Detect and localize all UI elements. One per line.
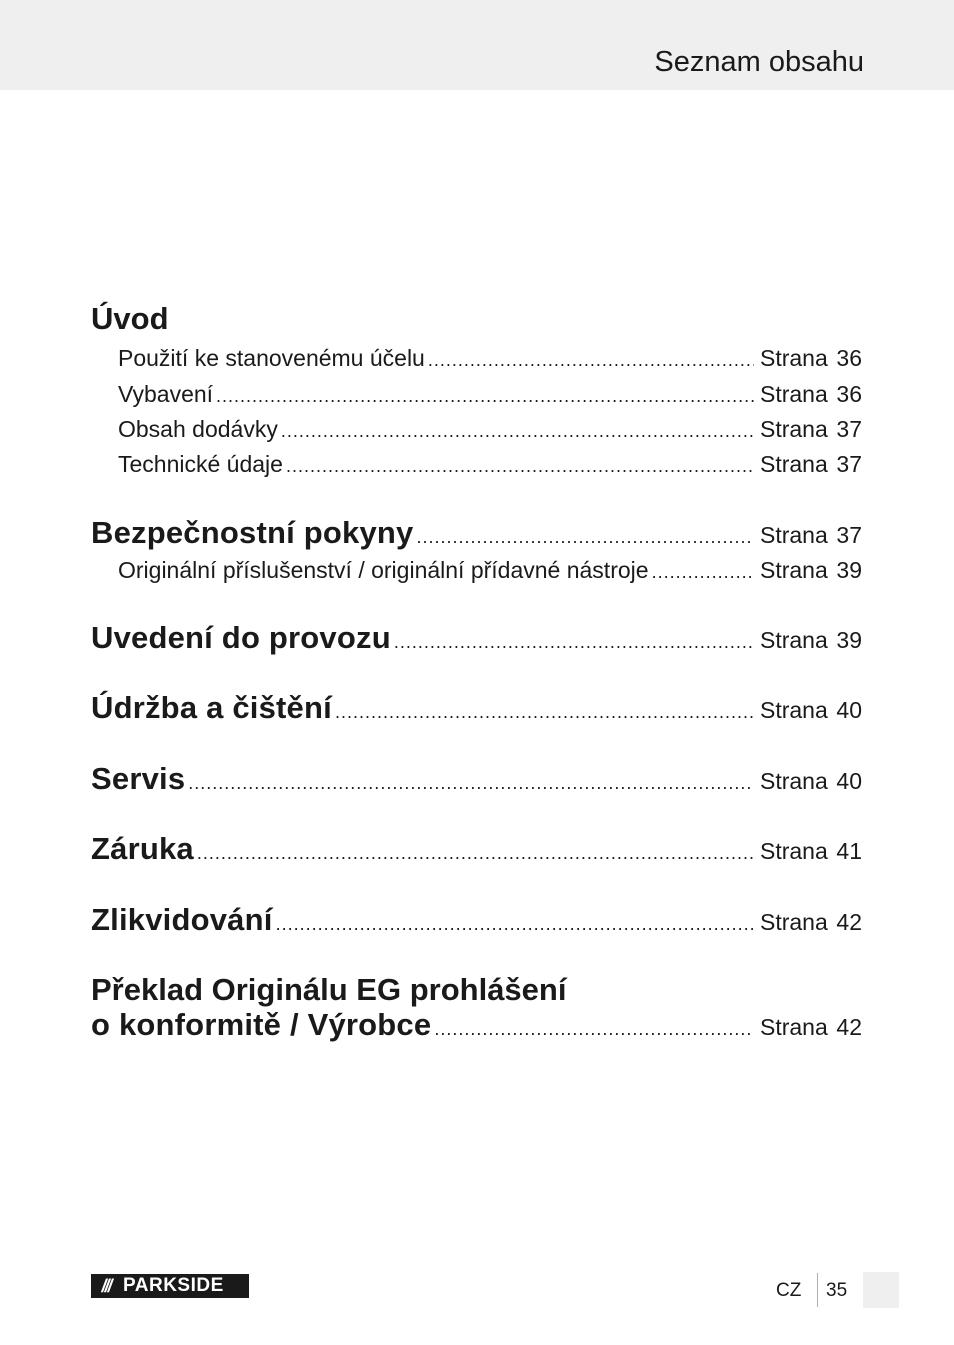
toc-page-number: 39: [836, 627, 862, 653]
toc-leader-dots: [281, 421, 754, 442]
toc-item-label: Technické údaje: [118, 451, 283, 477]
toc-strana-label: Strana: [760, 838, 828, 864]
toc-strana-label: Strana: [760, 768, 828, 794]
toc-strana-label: Strana: [760, 557, 828, 583]
toc-section-zlikvidovani[interactable]: [91, 902, 862, 938]
toc-section-title: Servis: [91, 761, 186, 796]
toc-leader-dots: [188, 773, 754, 794]
toc-page-number: 41: [836, 838, 862, 864]
footer-tab-box: [863, 1272, 899, 1308]
toc-strana-label: Strana: [760, 416, 828, 442]
toc-strana-label: Strana: [760, 522, 828, 548]
toc-leader-dots: [428, 350, 754, 371]
toc-strana-label: Strana: [760, 345, 828, 371]
toc-item[interactable]: [118, 345, 862, 372]
toc-leader-dots: [434, 1019, 754, 1040]
toc-leader-dots: [286, 456, 754, 477]
toc-strana-label: Strana: [760, 381, 828, 407]
toc-page-number: 37: [836, 451, 862, 477]
toc-strana-label: Strana: [760, 451, 828, 477]
toc-strana-label: Strana: [760, 627, 828, 653]
toc-item[interactable]: [118, 557, 862, 584]
language-code: CZ: [776, 1280, 802, 1301]
toc-item-label: Použití ke stanovenému účelu: [118, 345, 425, 371]
toc-item[interactable]: [118, 451, 862, 478]
toc-page-number: 42: [836, 909, 862, 935]
toc-leader-dots: [335, 702, 754, 723]
page-title: Seznam obsahu: [654, 46, 864, 78]
page-header: [0, 0, 954, 90]
toc-section-zaruka[interactable]: [91, 831, 862, 867]
page-number: 35: [826, 1280, 848, 1301]
toc-strana-label: Strana: [760, 909, 828, 935]
toc-page-number: 40: [836, 768, 862, 794]
toc-item[interactable]: [118, 416, 862, 443]
toc-page-number: 37: [836, 522, 862, 548]
toc-section-title: o konformitě / Výrobce: [91, 1007, 432, 1042]
toc-leader-dots: [416, 527, 754, 548]
toc-item-label: Originální příslušenství / originální přídavné nástroje: [118, 557, 649, 583]
toc-leader-dots: [276, 914, 754, 935]
toc-leader-dots: [394, 632, 754, 653]
toc-item[interactable]: [118, 381, 862, 408]
toc-section-title: Záruka: [91, 831, 194, 866]
toc-page-number: 37: [836, 416, 862, 442]
toc-page-number: 42: [836, 1014, 862, 1040]
toc-page-number: 39: [836, 557, 862, 583]
toc-section-uvod-title: Úvod: [91, 301, 169, 336]
footer-divider: [817, 1273, 818, 1307]
toc-section-title: Bezpečnostní pokyny: [91, 515, 414, 550]
logo-stripes-icon: ///: [101, 1275, 111, 1296]
toc-page-number: 36: [836, 381, 862, 407]
toc-section-title: Údržba a čištění: [91, 690, 332, 725]
toc-leader-dots: [197, 843, 754, 864]
toc-strana-label: Strana: [760, 697, 828, 723]
toc-leader-dots: [652, 562, 754, 583]
toc-section-title: Zlikvidování: [91, 902, 273, 937]
toc-section-preklad[interactable]: [91, 1007, 862, 1043]
toc-item-label: Vybavení: [118, 381, 214, 407]
toc-section-uvedeni[interactable]: [91, 620, 862, 656]
toc-section-title: Uvedení do provozu: [91, 620, 391, 655]
toc-section-udrzba[interactable]: [91, 690, 862, 726]
toc-leader-dots: [216, 386, 754, 407]
toc-item-label: Obsah dodávky: [118, 416, 278, 442]
toc-section-bezpecnost[interactable]: [91, 515, 862, 551]
toc-section-preklad-title-line1: Překlad Originálu EG prohlášení: [91, 972, 567, 1007]
toc-strana-label: Strana: [760, 1014, 828, 1040]
parkside-logo: [91, 1274, 249, 1298]
toc-page-number: 36: [836, 345, 862, 371]
toc-section-servis[interactable]: [91, 761, 862, 797]
logo-text: PARKSIDE: [123, 1275, 224, 1296]
toc-page-number: 40: [836, 697, 862, 723]
